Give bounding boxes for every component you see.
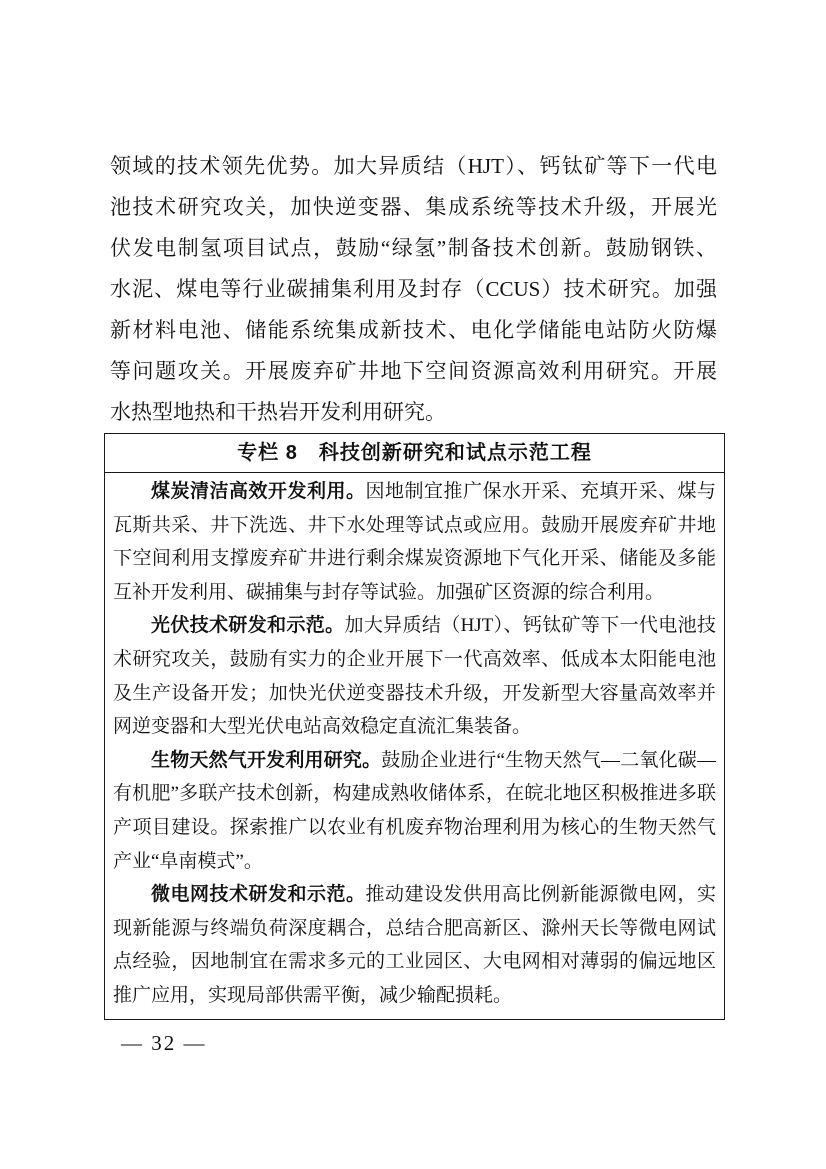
box-paragraph-lead: 煤炭清洁高效开发利用。 [151, 481, 366, 502]
body-text-block [110, 146, 717, 433]
body-text-line: 水泥、煤电等行业碳捕集利用及封存（CCUS）技术研究。加强 [110, 277, 717, 301]
box-paragraph-lead: 生物天然气开发利用研究。 [151, 749, 382, 771]
box-paragraph-text: 因地制宜推广保水开采、充填开采、煤与瓦斯共采、井下洗选、井下水处理等试点或应用。鼓励开展废弃矿井地下空间利用支撑废弃矿井进行剩余煤炭资源地下气化开采、储能及多能互补开发利用、碳捕集与封存等试验。加强矿区资源的综合利用。 [113, 481, 716, 603]
feature-box [104, 433, 725, 1020]
box-paragraph-lead: 微电网技术研发和示范。 [151, 884, 366, 906]
feature-box-title: 专栏 8 科技创新研究和试点示范工程 [105, 434, 724, 473]
body-text-line: 新材料电池、储能系统集成新技术、电化学储能电站防火防爆 [110, 318, 717, 342]
box-paragraph [113, 609, 716, 743]
body-text-line: 水热型地热和干热岩开发利用研究。 [110, 400, 446, 424]
feature-box-body [105, 473, 724, 1019]
page-number: — 32 — [121, 1031, 207, 1055]
body-text-line: 伏发电制氢项目试点，鼓励“绿氢”制备技术创新。鼓励钢铁、 [110, 236, 717, 260]
box-paragraph-text: 推动建设发供用高比例新能源微电网，实现新能源与终端负荷深度耦合，总结合肥高新区、滁州天长等微电网试点经验，因地制宜在需求多元的工业园区、大电网相对薄弱的偏远地区推广应用，实现局部供需平衡，减少输配损耗。 [113, 884, 716, 1006]
body-text-line: 等问题攻关。开展废弃矿井地下空间资源高效利用研究。开展 [110, 359, 717, 383]
box-paragraph-lead: 光伏技术研发和示范。 [151, 615, 345, 637]
box-paragraph-text: 加大异质结（HJT）、钙钛矿等下一代电池技术研究攻关，鼓励有实力的企业开展下一代高效率、低成本太阳能电池及生产设备开发；加快光伏逆变器技术升级，开发新型大容量高效率并网逆变器和大型光伏电站高效稳定直流汇集装备。 [113, 615, 716, 738]
box-paragraph [113, 878, 716, 1012]
box-paragraph-text: 鼓励企业进行“生物天然气—二氧化碳—有机肥”多联产技术创新，构建成熟收储体系，在皖北地区积极推进多联产项目建设。探索推广以农业有机废弃物治理利用为核心的生物天然气产业“阜南模式”。 [113, 749, 716, 872]
body-text-line: 池技术研究攻关，加快逆变器、集成系统等技术升级，开展光 [110, 195, 717, 219]
box-paragraph [113, 744, 716, 878]
body-text-line: 领域的技术领先优势。加大异质结（HJT）、钙钛矿等下一代电 [110, 154, 717, 178]
box-paragraph [113, 475, 716, 609]
